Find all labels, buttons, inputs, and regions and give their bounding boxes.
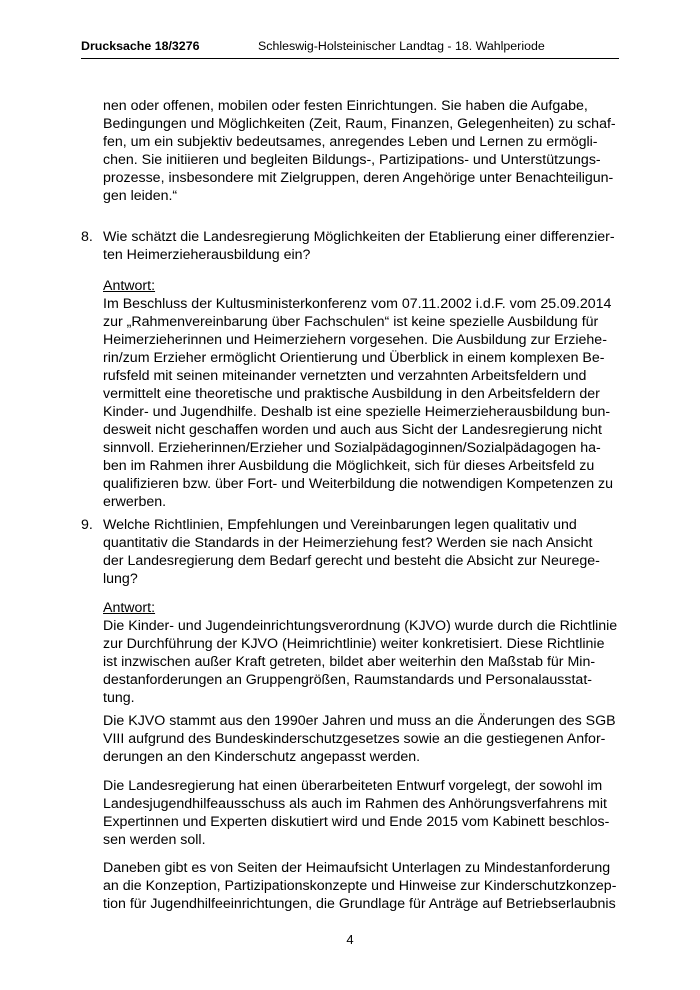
question-9-text [103,516,623,588]
question-9-number: 9. [81,517,93,533]
text-line: der Landesregierung dem Bedarf gerecht und besteht die Absicht zur Neurege- [103,553,600,569]
text-line: sinnvoll. Erzieherinnen/Erzieher und Sozialpädagoginnen/Sozialpädagogen ha- [103,440,601,456]
text-line: an die Konzeption, Partizipationskonzepte und Hinweise zur Kinderschutzkonzep- [103,878,617,894]
text-line: gen leiden.“ [103,188,178,204]
text-line: Daneben gibt es von Seiten der Heimaufsicht Unterlagen zu Mindestanforderung [103,860,611,876]
text-line: tion für Jugendhilfeeinrichtungen, die Grundlage für Anträge auf Betriebserlaubnis [103,896,616,912]
text-line: zur Durchführung der KJVO (Heimrichtlinie) weiter konkretisiert. Diese Richtlinie [103,636,605,652]
answer-9-paragraph-3 [103,777,623,849]
answer-label: Antwort: [103,600,156,616]
text-line: destanforderungen an Gruppengrößen, Raumstandards und Personalausstat- [103,672,592,688]
intro-paragraph [103,97,623,205]
text-line: Kinder- und Jugendhilfe. Deshalb ist eine spezielle Heimerzieherausbildung bun- [103,404,611,420]
text-line: fen, um ein subjektiv bedeutsames, anregendes Leben und Lernen zu ermögli- [103,134,598,150]
text-line: Die Landesregierung hat einen überarbeiteten Entwurf vorgelegt, der sowohl im [103,778,603,794]
answer-label: Antwort: [103,278,156,294]
text-line: ten Heimerzieherausbildung ein? [103,247,311,263]
text-line: Wie schätzt die Landesregierung Möglichkeiten der Etablierung einer differenzier- [103,229,615,245]
text-line: quantitativ die Standards in der Heimerziehung fest? Werden sie nach Ansicht [103,535,593,551]
text-line: tung. [103,690,135,706]
text-line: rin/zum Erzieher ermöglicht Orientierung und Überblick in einem komplexen Be- [103,350,605,366]
text-line: Die Kinder- und Jugendeinrichtungsverordnung (KJVO) wurde durch die Richtlinie [103,618,618,634]
text-line: Welche Richtlinien, Empfehlungen und Vereinbarungen legen qualitativ und [103,517,577,533]
text-line: Heimerzieherinnen und Heimerziehern vorgesehen. Die Ausbildung zur Erziehe- [103,332,607,348]
text-line: zur „Rahmenvereinbarung über Fachschulen“ ist keine spezielle Ausbildung für [103,314,599,330]
text-line: ben im Rahmen ihrer Ausbildung die Möglichkeit, sich für dieses Arbeitsfeld zu [103,458,595,474]
text-line: Im Beschluss der Kultusministerkonferenz vom 07.11.2002 i.d.F. vom 25.09.2014 [103,296,612,312]
text-line: ist inzwischen außer Kraft getreten, bildet aber weiterhin den Maßstab für Min- [103,654,596,670]
text-line: rufsfeld mit seinen miteinander vernetzten und verzahnten Arbeitsfeldern und [103,368,587,384]
text-line: derungen an den Kinderschutz angepasst werden. [103,749,421,765]
text-line: Expertinnen und Experten diskutiert wird und Ende 2015 vom Kabinett beschlos- [103,814,610,830]
text-line: qualifizieren bzw. über Fort- und Weiterbildung die notwendigen Kompetenzen zu [103,476,614,492]
answer-9-paragraph-4 [103,859,623,913]
text-line: vermittelt eine theoretische und praktische Ausbildung in den Arbeitsfeldern der [103,386,600,402]
question-8-text [103,228,623,264]
answer-9-paragraph-1 [103,599,623,707]
text-line: Bedingungen und Möglichkeiten (Zeit, Raum, Finanzen, Gelegenheiten) zu schaf- [103,116,616,132]
text-line: prozesse, insbesondere mit Zielgruppen, deren Angehörige unter Benachteiligun- [103,170,614,186]
parliament-title: Schleswig-Holsteinischer Landtag - 18. Wahlperiode [258,39,545,53]
text-line: desweit nicht geschaffen worden und auch aus Sicht der Landesregierung nicht [103,422,602,438]
text-line: Landesjugendhilfeausschuss als auch im Rahmen des Anhörungsverfahrens mit [103,796,607,812]
answer-9-paragraph-2 [103,712,623,766]
text-line: erwerben. [103,494,167,510]
text-line: Die KJVO stammt aus den 1990er Jahren und muss an die Änderungen des SGB [103,713,616,729]
text-line: VIII aufgrund des Bundeskinderschutzgesetzes sowie an die gestiegenen Anfor- [103,731,606,747]
text-line: nen oder offenen, mobilen oder festen Einrichtungen. Sie haben die Aufgabe, [103,98,588,114]
text-line: sen werden soll. [103,832,206,848]
answer-8 [103,277,623,511]
document-number: Drucksache 18/3276 [81,39,200,53]
page-number: 4 [346,932,354,947]
text-line: lung? [103,571,138,587]
text-line: chen. Sie initiieren und begleiten Bildungs-, Partizipations- und Unterstützungs- [103,152,601,168]
question-8-number: 8. [81,229,93,245]
header-rule [81,58,619,59]
